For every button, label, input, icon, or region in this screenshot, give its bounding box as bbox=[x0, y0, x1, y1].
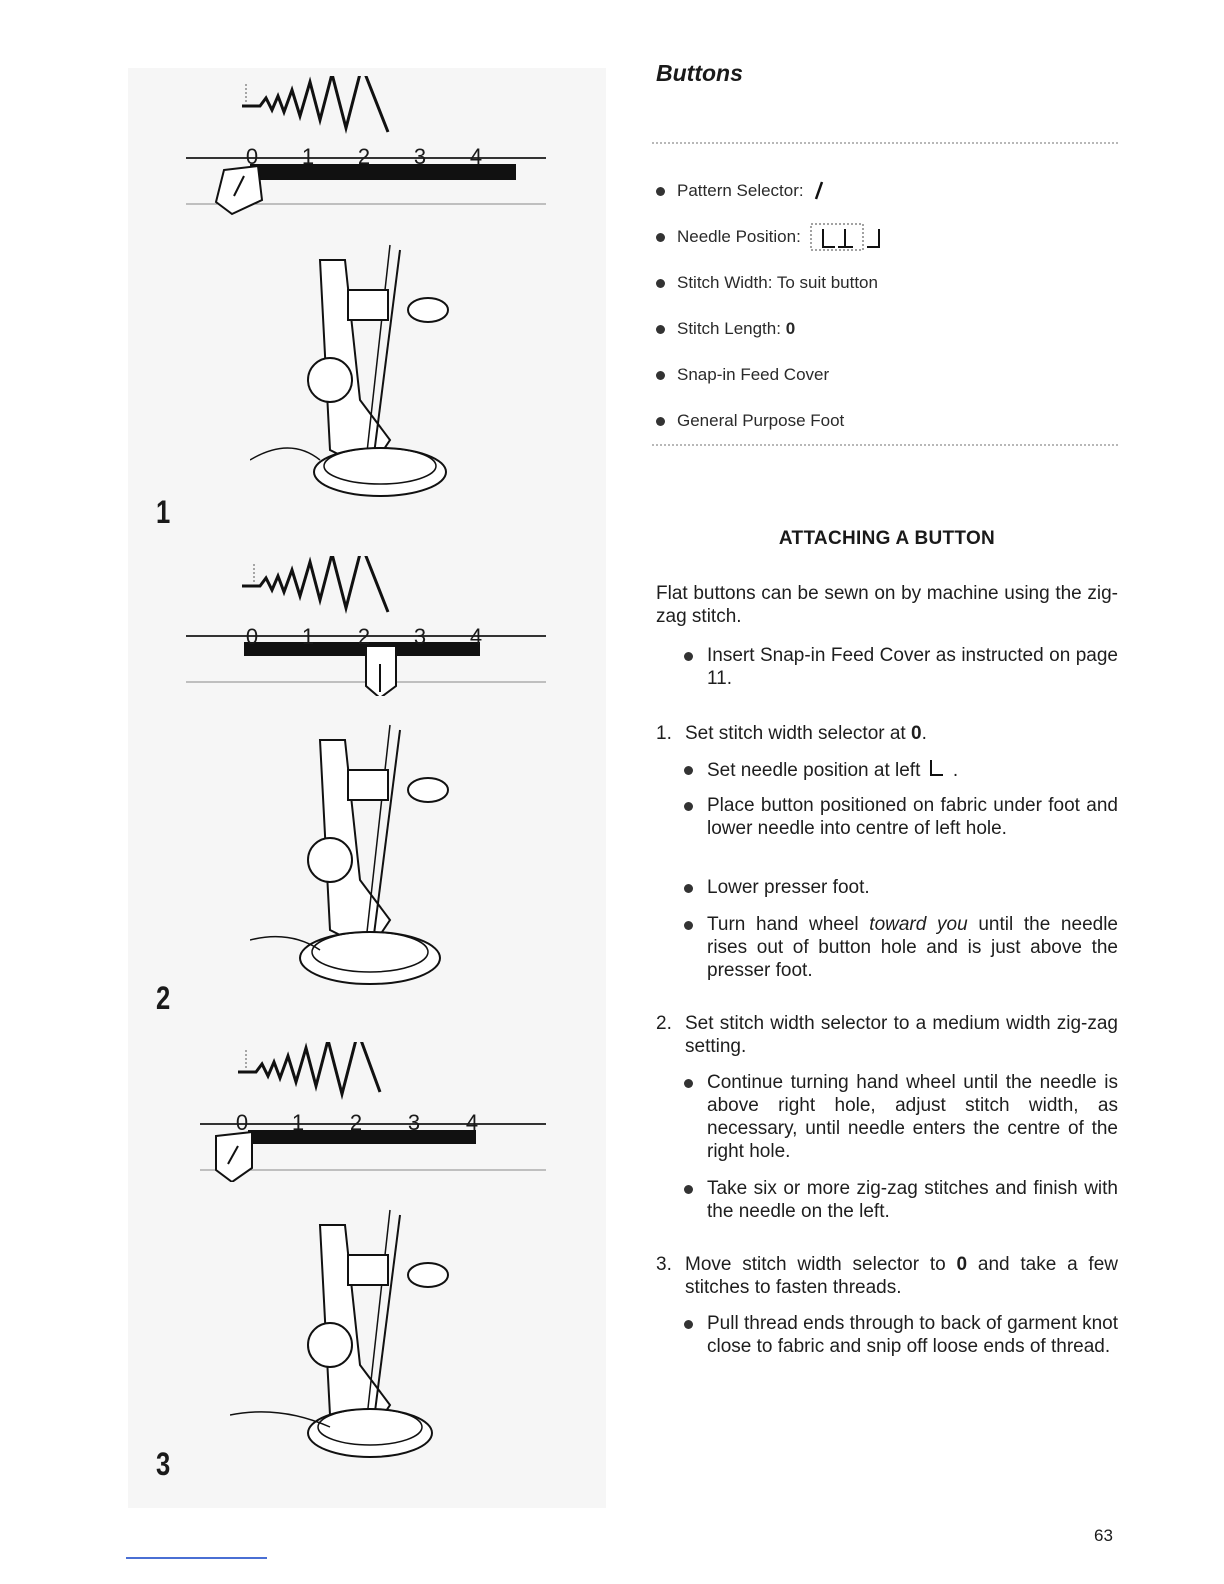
scale-label: 3 bbox=[407, 1110, 421, 1135]
bullet-icon bbox=[684, 652, 693, 661]
step-1-bullet-1: Set needle position at left . bbox=[707, 758, 1118, 782]
bullet-text: Pull thread ends through to back of garment knot close to fabric and snip off loose ends of thread. bbox=[707, 1313, 1118, 1357]
intro-paragraph: Flat buttons can be sewn on by machine using the zig-zag stitch. bbox=[656, 583, 1118, 627]
bullet-icon bbox=[684, 766, 693, 775]
zigzag-stitch-symbol-icon bbox=[810, 179, 830, 203]
section-heading: ATTACHING A BUTTON bbox=[778, 528, 996, 549]
step-3 bbox=[656, 1253, 1118, 1299]
divider-bottom bbox=[652, 444, 1118, 446]
bullet-icon bbox=[656, 279, 665, 288]
bullet-icon bbox=[656, 417, 665, 426]
scale-label: 1 bbox=[291, 1110, 305, 1135]
step-text-continued: and take a few stitches to fasten threads. bbox=[685, 1254, 1118, 1298]
bullet-icon bbox=[656, 325, 665, 334]
stitch-width-scale-1 bbox=[186, 76, 486, 206]
spec-label: Stitch Width: To suit button bbox=[677, 273, 878, 292]
bullet-icon bbox=[656, 371, 665, 380]
step-number: 3. bbox=[656, 1254, 672, 1275]
step-1-bullet-2 bbox=[707, 794, 1118, 840]
step-number: 1. bbox=[656, 723, 672, 744]
spec-needle-position bbox=[656, 214, 915, 260]
figure-number-1: 1 bbox=[156, 494, 171, 530]
step-2-bullet-1 bbox=[707, 1071, 1118, 1163]
scale-label: 1 bbox=[301, 144, 315, 169]
step-value: 0 bbox=[911, 723, 922, 744]
spec-label: Pattern Selector: bbox=[677, 181, 804, 200]
bullet-text: Take six or more zig-zag stitches and finish with the needle on the left. bbox=[707, 1178, 1118, 1222]
step-text: Set stitch width selector to a medium width zig-zag setting. bbox=[685, 1013, 1118, 1057]
scale-label: 2 bbox=[357, 144, 371, 169]
spec-stitch-width bbox=[656, 260, 915, 306]
bullet-text: Set needle position at left bbox=[707, 760, 921, 781]
bullet-text: Insert Snap-in Feed Cover as instructed on page 11. bbox=[707, 645, 1118, 689]
needle-position-symbols-icon bbox=[805, 221, 915, 253]
spec-label: Stitch Length: bbox=[677, 319, 781, 338]
scale-label: 1 bbox=[301, 624, 315, 649]
scale-label: 0 bbox=[235, 1110, 249, 1135]
presser-foot-illustration-3 bbox=[230, 1205, 490, 1485]
step-number: 2. bbox=[656, 1013, 672, 1034]
decorative-line bbox=[126, 1557, 267, 1559]
presser-foot-illustration-2 bbox=[250, 720, 510, 1000]
spec-label: General Purpose Foot bbox=[677, 411, 845, 430]
intro-bullet bbox=[707, 644, 1118, 690]
presser-foot-illustration-1 bbox=[250, 240, 510, 520]
bullet-text: Place button positioned on fabric under foot and lower needle into centre of left hole. bbox=[707, 795, 1118, 839]
step-1-bullet-3 bbox=[707, 876, 1118, 899]
stitch-width-scale-2 bbox=[186, 556, 486, 686]
step-2-bullet-2 bbox=[707, 1177, 1118, 1223]
spec-feed-cover bbox=[656, 352, 915, 398]
spec-value: 0 bbox=[785, 319, 796, 338]
step-value: 0 bbox=[956, 1254, 968, 1275]
bullet-text: Turn hand wheel toward you until the needle rises out of button hole and is just above the presser foot. bbox=[707, 914, 1118, 981]
stitch-width-scale-3 bbox=[186, 1042, 486, 1172]
bullet-text: Continue turning hand wheel until the needle is above right hole, adjust stitch width, as necessary, until needle enters the centre of the right hole. bbox=[707, 1072, 1118, 1162]
step-1-bullet-4 bbox=[707, 913, 1118, 982]
scale-label: 4 bbox=[469, 624, 483, 649]
step-text: Move stitch width selector to bbox=[685, 1254, 946, 1275]
settings-list bbox=[656, 168, 915, 444]
step-2 bbox=[656, 1012, 1118, 1058]
spec-pattern-selector bbox=[656, 168, 915, 214]
bullet-icon bbox=[684, 1185, 693, 1194]
figure-number-3: 3 bbox=[156, 1446, 171, 1482]
scale-label: 3 bbox=[413, 144, 427, 169]
bullet-icon bbox=[656, 233, 665, 242]
spec-label: Snap-in Feed Cover bbox=[677, 365, 830, 384]
bullet-icon bbox=[684, 884, 693, 893]
spec-label: Needle Position: bbox=[677, 227, 801, 246]
page-number: 63 bbox=[1094, 1526, 1113, 1545]
spec-stitch-length bbox=[656, 306, 915, 352]
bullet-icon bbox=[684, 802, 693, 811]
bullet-icon bbox=[656, 187, 665, 196]
bullet-text: Lower presser foot. bbox=[707, 877, 870, 898]
spec-foot bbox=[656, 398, 915, 444]
scale-label: 2 bbox=[357, 624, 371, 649]
step-text: Set stitch width selector at bbox=[685, 723, 906, 744]
emphasis-text: toward you bbox=[869, 914, 968, 935]
scale-label: 0 bbox=[245, 144, 259, 169]
scale-label: 2 bbox=[349, 1110, 363, 1135]
figure-number-2: 2 bbox=[156, 980, 171, 1016]
bullet-icon bbox=[684, 1079, 693, 1088]
step-1: 1. Set stitch width selector at 0. bbox=[656, 723, 927, 744]
scale-label: 0 bbox=[245, 624, 259, 649]
step-3-bullet-1 bbox=[707, 1312, 1118, 1358]
divider-top bbox=[652, 142, 1118, 144]
page-title: Buttons bbox=[656, 60, 743, 86]
scale-label: 4 bbox=[465, 1110, 479, 1135]
scale-label: 3 bbox=[413, 624, 427, 649]
bullet-icon bbox=[684, 1320, 693, 1329]
bullet-icon bbox=[684, 921, 693, 930]
scale-label: 4 bbox=[469, 144, 483, 169]
needle-left-position-icon bbox=[926, 758, 948, 778]
